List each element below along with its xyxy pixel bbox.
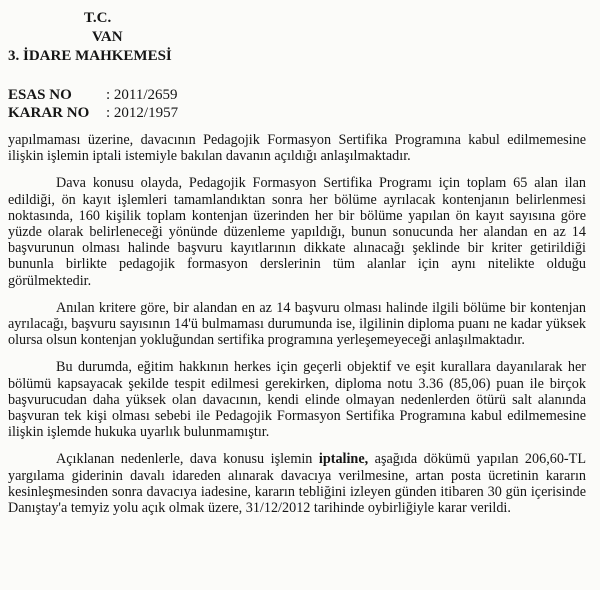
header-tc: T.C. (84, 10, 112, 26)
paragraph-5 (8, 451, 586, 516)
paragraph-1: yapılmaması üzerine, davacının Pedagojik Formasyon Sertifika Programına kabul edilmemesine ilişkin işlemin iptali istemiyle bakılan davanın açıldığı anlaşılmaktadır. (8, 132, 586, 165)
paragraph-5-end: aşağıda dökümü yapılan 206,60-TL yargılama giderinin davalı idareden alınarak davacıya verilmesine, artan posta ücretinin kararın kesinleşmesinden sonra davacıya iadesine, kararın tebliğini izleyen günden itibaren 30 gün içerisinde Danıştay'a temyiz yolu açık olmak üzere, 31/12/2012 tarihinde oybirliğiyle karar verildi. (8, 451, 586, 517)
decision-number-row (8, 104, 178, 122)
esas-label: ESAS NO (8, 87, 72, 103)
paragraph-3: Anılan kritere göre, bir alandan en az 14 başvuru olması halinde ilgili bölüme bir kontenjan ayrılacağı, başvuru sayısının 14'ü bulmaması durumunda ise, ilgilinin diploma puanı ne kadar yüksek olursa olsun kontenjan yokluğundan sertifika programına yerleşemeyeceği anlaşılmaktadır. (8, 299, 586, 349)
iptaline-emphasis: iptaline, (318, 451, 369, 468)
paragraph-5-start: Açıklanan nedenlerle, dava konusu işlemin (56, 451, 319, 468)
karar-value: : 2012/1957 (106, 105, 179, 121)
document-body (8, 132, 586, 516)
paragraph-2: Dava konusu olayda, Pedagojik Formasyon Sertifika Programı için toplam 65 alan ilan edildiği, ön kayıt işlemleri tamamlandıktan sonra her bölüme ayrılacak kontenjanın belirlenmesi noktasında, 160 kişilik toplam kontenjan üzerinden her bir bölüme yapılan ön kayıt sayısına göre yüzde olarak belirleneceği yönünde düzenleme yapıldığı, bunun sonucunda her alandan en az 14 başvurunun olması halinde başvuru kayıtlarının dikkate alınacağı şeklinde bir kriter getirildiği bununla birlikte pedagojik formasyon derslerinin tüm alanlar için aynı nitelikte olduğu görülmektedir. (8, 175, 586, 289)
karar-label: KARAR NO (8, 105, 90, 121)
case-number-row (8, 86, 178, 104)
header-city: VAN (92, 29, 123, 45)
esas-value: : 2011/2659 (106, 87, 178, 103)
paragraph-4: Bu durumda, eğitim hakkının herkes için geçerli objektif ve eşit kurallara dayanılarak her bölümü kapsayacak şekilde tespit edilmesi gerekirken, diploma notu 3.36 (85,06) puan ile birçok başvurucudan daha yüksek olan davacının, kendi elinde olmayan nedenlerden ötürü salt alanında başvuran tek kişi olması sebebi ile Pedagojik Formasyon Sertifika Programına kabul edilmemesine ilişkin işlemde hukuka uyarlık bulunmamıştır. (8, 359, 586, 441)
header-court: 3. İDARE MAHKEMESİ (8, 48, 172, 64)
